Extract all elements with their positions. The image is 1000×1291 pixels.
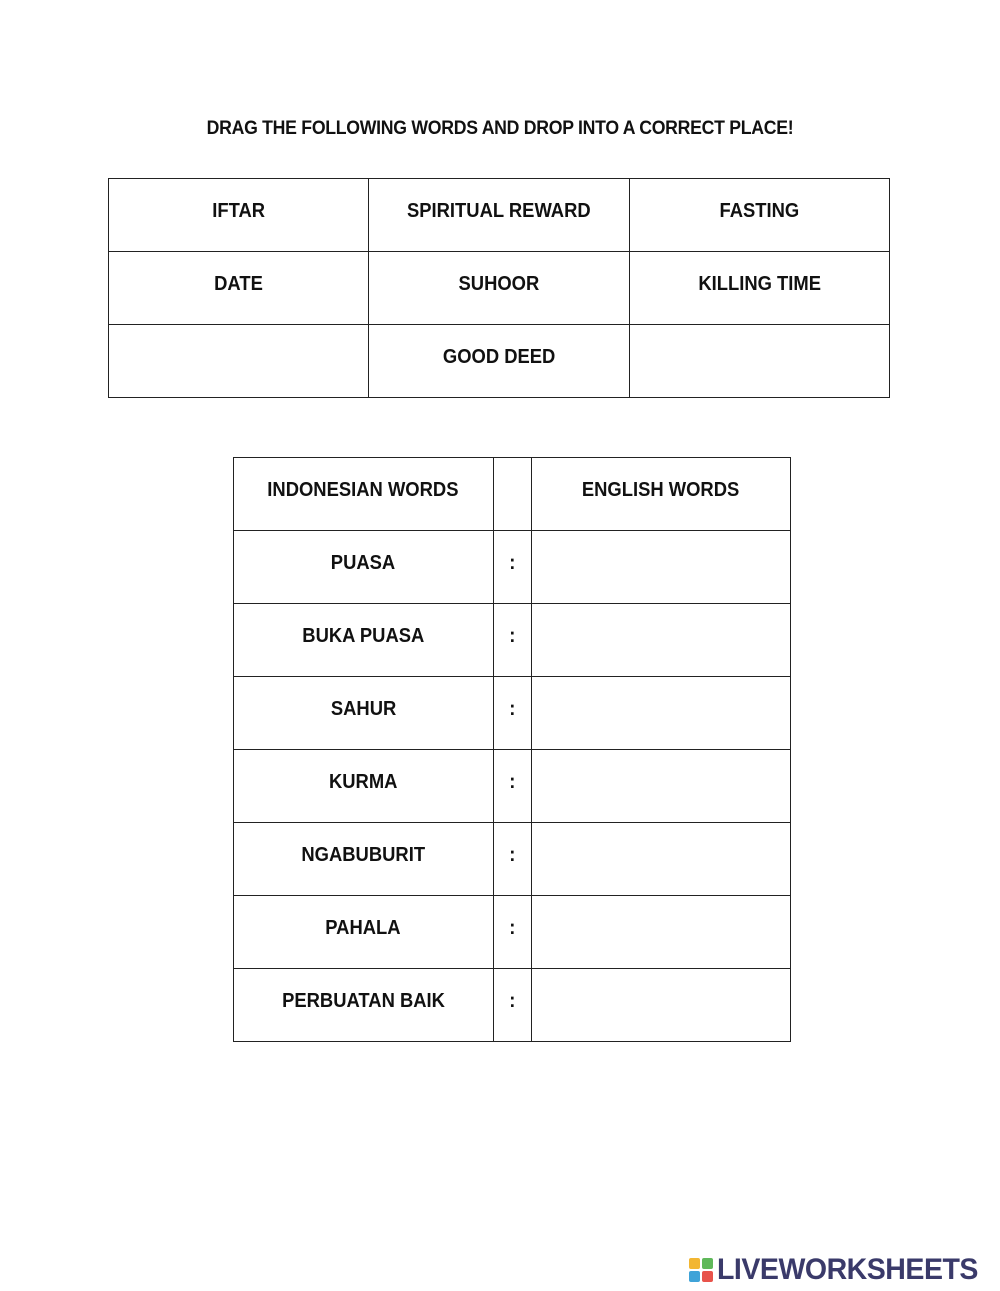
word-bank-empty-cell bbox=[629, 325, 889, 398]
word-chip-label: SUHOOR bbox=[458, 272, 540, 295]
word-chip-label: KILLING TIME bbox=[697, 272, 821, 295]
indonesian-word-label: PUASA bbox=[331, 551, 396, 574]
word-bank-empty-cell bbox=[109, 325, 369, 398]
table-row bbox=[234, 677, 791, 750]
word-chip[interactable] bbox=[369, 325, 629, 398]
colon-label: : bbox=[508, 770, 516, 793]
header-label: ENGLISH WORDS bbox=[582, 478, 740, 501]
word-chip[interactable] bbox=[629, 252, 889, 325]
liveworksheets-logo-icon bbox=[689, 1258, 713, 1282]
word-chip[interactable] bbox=[369, 179, 629, 252]
table-row bbox=[234, 531, 791, 604]
word-chip[interactable] bbox=[369, 252, 629, 325]
word-chip-label: IFTAR bbox=[212, 199, 266, 222]
word-bank-row bbox=[109, 252, 890, 325]
indonesian-word bbox=[234, 604, 494, 677]
table-row bbox=[234, 969, 791, 1042]
header-label: INDONESIAN WORDS bbox=[267, 478, 459, 501]
matching-table bbox=[233, 457, 791, 1042]
colon-label: : bbox=[508, 989, 516, 1012]
separator-colon bbox=[493, 750, 531, 823]
english-drop-zone[interactable] bbox=[531, 677, 790, 750]
table-row bbox=[234, 750, 791, 823]
indonesian-word bbox=[234, 969, 494, 1042]
word-bank-row bbox=[109, 179, 890, 252]
word-chip[interactable] bbox=[109, 252, 369, 325]
english-drop-zone[interactable] bbox=[531, 604, 790, 677]
english-drop-zone[interactable] bbox=[531, 969, 790, 1042]
separator-colon bbox=[493, 896, 531, 969]
table-row bbox=[234, 823, 791, 896]
logo-text: LIVEWORKSHEETS bbox=[717, 1253, 979, 1286]
word-chip[interactable] bbox=[109, 179, 369, 252]
indonesian-word bbox=[234, 750, 494, 823]
word-chip-label: FASTING bbox=[719, 199, 800, 222]
colon-label: : bbox=[508, 551, 516, 574]
indonesian-word-label: BUKA PUASA bbox=[302, 624, 425, 647]
indonesian-word bbox=[234, 677, 494, 750]
english-drop-zone[interactable] bbox=[531, 531, 790, 604]
indonesian-words-header bbox=[234, 458, 494, 531]
indonesian-word-label: PAHALA bbox=[325, 916, 401, 939]
logo-square bbox=[702, 1271, 713, 1282]
indonesian-word bbox=[234, 823, 494, 896]
word-chip-label: SPIRITUAL REWARD bbox=[407, 199, 591, 222]
separator-colon bbox=[493, 677, 531, 750]
indonesian-word bbox=[234, 896, 494, 969]
table-row bbox=[234, 604, 791, 677]
word-chip[interactable] bbox=[629, 179, 889, 252]
separator-colon bbox=[493, 531, 531, 604]
english-drop-zone[interactable] bbox=[531, 823, 790, 896]
logo-square bbox=[689, 1258, 700, 1269]
english-words-header bbox=[531, 458, 790, 531]
separator-header bbox=[493, 458, 531, 531]
separator-colon bbox=[493, 969, 531, 1042]
indonesian-word-label: KURMA bbox=[329, 770, 398, 793]
separator-colon bbox=[493, 823, 531, 896]
colon-label: : bbox=[508, 843, 516, 866]
logo-square bbox=[689, 1271, 700, 1282]
word-chip-label: GOOD DEED bbox=[442, 345, 556, 368]
instruction-heading: DRAG THE FOLLOWING WORDS AND DROP INTO A CORRECT PLACE! bbox=[206, 118, 794, 139]
word-chip-label: DATE bbox=[214, 272, 263, 295]
table-header-row bbox=[234, 458, 791, 531]
liveworksheets-logo[interactable] bbox=[689, 1253, 992, 1287]
english-drop-zone[interactable] bbox=[531, 896, 790, 969]
english-drop-zone[interactable] bbox=[531, 750, 790, 823]
separator-colon bbox=[493, 604, 531, 677]
word-bank-row bbox=[109, 325, 890, 398]
colon-label: : bbox=[508, 697, 516, 720]
word-bank-table bbox=[108, 178, 890, 398]
colon-label: : bbox=[508, 916, 516, 939]
table-row bbox=[234, 896, 791, 969]
indonesian-word-label: NGABUBURIT bbox=[301, 843, 426, 866]
colon-label: : bbox=[508, 624, 516, 647]
indonesian-word-label: PERBUATAN BAIK bbox=[281, 989, 445, 1012]
indonesian-word-label: SAHUR bbox=[330, 697, 397, 720]
logo-square bbox=[702, 1258, 713, 1269]
indonesian-word bbox=[234, 531, 494, 604]
